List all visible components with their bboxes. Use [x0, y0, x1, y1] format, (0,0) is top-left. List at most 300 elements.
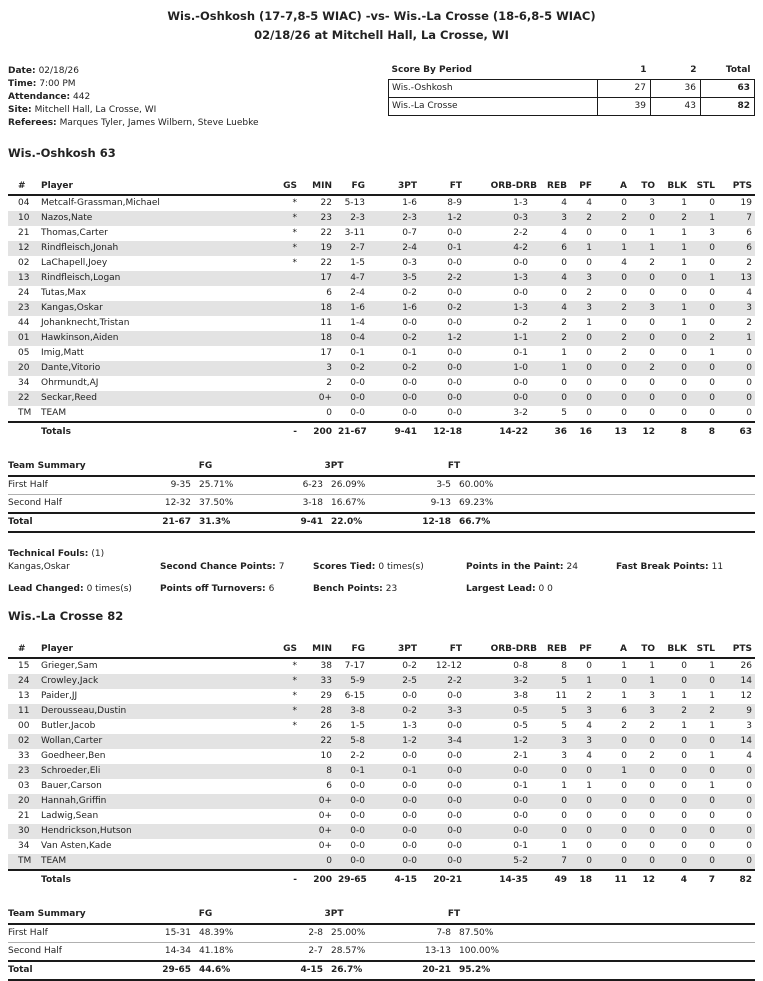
table-cell: 2-7 [263, 943, 323, 962]
table-cell: 6 [326, 288, 332, 298]
table-cell: 82 [701, 97, 755, 115]
table-cell: STL [690, 642, 718, 658]
table-cell: Van Asten,Kade [41, 841, 112, 851]
table-cell: Hawkinson,Aiden [41, 333, 119, 343]
table-cell: 37.50% [191, 495, 263, 514]
table-row [8, 734, 755, 749]
table-cell: 38 [320, 661, 332, 671]
table-cell: 2-4 [350, 288, 365, 298]
table-cell: 19 [320, 243, 332, 253]
team-summary-header [8, 458, 755, 476]
box-score-header [8, 642, 755, 658]
table-cell: 4 [561, 228, 567, 238]
table-cell: 12-32 [128, 495, 191, 514]
table-cell: Score By Period [391, 65, 472, 76]
table-cell: TO [630, 642, 658, 658]
table-cell: 20-21 [391, 961, 451, 980]
table-cell: * [292, 676, 297, 686]
table-cell: 0 [709, 288, 715, 298]
table-cell: 0-0 [513, 826, 528, 836]
table-cell: 0-2 [447, 303, 462, 313]
team-summary-label: Team Summary [8, 906, 128, 924]
table-cell: 0 [709, 408, 715, 418]
table-cell: TEAM [41, 856, 67, 866]
table-cell: 0 [709, 796, 715, 806]
table-cell: Player [38, 642, 270, 658]
page-title: Wis.-Oshkosh (17-7,8-5 WIAC) -vs- Wis.-La Crosse (18-6,8-5 WIAC) [167, 9, 596, 23]
table-cell: PTS [718, 179, 755, 195]
team-summary-total [8, 961, 755, 980]
table-cell: 0 [649, 408, 655, 418]
table-cell: 1 [681, 243, 687, 253]
table-cell: 15-31 [128, 924, 191, 943]
ft-header: FT [391, 906, 755, 924]
table-cell: 2-2 [447, 273, 462, 283]
table-cell [270, 779, 300, 794]
table-cell: 0-0 [513, 796, 528, 806]
table-cell: 22 [320, 198, 332, 208]
table-cell: 1 [649, 661, 655, 671]
table-cell: 1-5 [350, 258, 365, 268]
box-score-header [8, 179, 755, 195]
table-cell: 3-11 [344, 228, 365, 238]
table-cell: 15 [18, 661, 30, 671]
table-cell: 60.00% [451, 476, 755, 495]
table-cell: 4 [586, 751, 592, 761]
table-cell: 23 [320, 213, 332, 223]
table-cell: 29 [320, 691, 332, 701]
top-row [8, 65, 755, 130]
table-cell: 02 [18, 258, 30, 268]
table-row [8, 361, 755, 376]
table-cell: 1-6 [350, 303, 365, 313]
table-cell: 3-4 [447, 736, 462, 746]
table-cell: MIN [300, 642, 335, 658]
table-row [8, 476, 755, 495]
table-cell: 0 [746, 393, 752, 403]
table-cell: 1-6 [402, 303, 417, 313]
table-cell: 1 [681, 228, 687, 238]
table-cell: 0-0 [513, 258, 528, 268]
table-row [389, 65, 755, 79]
table-cell: 29-65 [128, 961, 191, 980]
table-cell: A [595, 642, 630, 658]
table-cell: 0 [621, 811, 627, 821]
table-cell: 2 [621, 348, 627, 358]
table-cell: 2 [586, 691, 592, 701]
table-cell: 0-1 [350, 348, 365, 358]
table-cell: 14-35 [465, 870, 540, 889]
table-cell: Total [725, 65, 751, 76]
table-cell: 0 [621, 288, 627, 298]
table-row [8, 376, 755, 391]
table-cell: 100.00% [451, 943, 755, 962]
table-cell: 0 [746, 796, 752, 806]
table-cell: 0-2 [402, 661, 417, 671]
table-row [8, 495, 755, 514]
table-cell: 2-8 [263, 924, 323, 943]
table-cell: 0 [681, 393, 687, 403]
table-cell: 0 [649, 378, 655, 388]
table-cell: 12 [740, 691, 752, 701]
table-cell: 0-1 [350, 766, 365, 776]
second-chance-points: Second Chance Points: 7 [160, 562, 285, 572]
table-cell: 2 [746, 318, 752, 328]
table-cell: Wollan,Carter [41, 736, 103, 746]
table-row [8, 271, 755, 286]
table-cell: 36 [540, 422, 570, 441]
table-cell: 2 [649, 751, 655, 761]
game-info-referees: Referees: Marques Tyler, James Wilbern, Steve Luebke [8, 118, 259, 128]
table-cell: 2 [326, 378, 332, 388]
table-cell: 5-2 [513, 856, 528, 866]
table-cell: 0 [681, 736, 687, 746]
table-cell: Ladwig,Sean [41, 811, 99, 821]
table-cell: * [292, 661, 297, 671]
table-cell: 0 [746, 781, 752, 791]
table-cell: PF [570, 179, 595, 195]
table-cell: Metcalf-Grassman,Michael [41, 198, 160, 208]
table-cell: 0-4 [350, 333, 365, 343]
table-cell: 4 [561, 273, 567, 283]
table-cell: 0 [586, 408, 592, 418]
table-cell [270, 406, 300, 422]
table-cell: 0 [586, 258, 592, 268]
table-cell: 0-0 [402, 393, 417, 403]
table-cell: 3-5 [391, 476, 451, 495]
table-cell: 0-0 [447, 393, 462, 403]
table-cell: 25.00% [323, 924, 391, 943]
table-cell: Player [38, 179, 270, 195]
table-cell: 0 [649, 736, 655, 746]
table-cell: 1 [709, 213, 715, 223]
table-cell: MIN [300, 179, 335, 195]
table-cell [270, 794, 300, 809]
table-cell: 0-0 [447, 348, 462, 358]
table-cell: 0 [649, 318, 655, 328]
table-row [8, 211, 755, 226]
table-row [8, 924, 755, 943]
table-cell: 0 [709, 378, 715, 388]
technical-fouls-player: Kangas,Oskar [8, 562, 70, 572]
table-cell: REB [540, 642, 570, 658]
game-stats-block [8, 548, 755, 596]
table-cell: 20 [18, 363, 30, 373]
table-cell: 2-2 [513, 228, 528, 238]
table-cell: 95.2% [451, 961, 755, 980]
table-cell: 1 [709, 781, 715, 791]
table-cell: 0-0 [447, 811, 462, 821]
table-cell: 8 [326, 766, 332, 776]
table-cell: TEAM [41, 408, 67, 418]
table-cell: 82 [718, 870, 755, 889]
table-cell: 3 [649, 198, 655, 208]
table-cell: 0 [681, 363, 687, 373]
table-cell: STL [690, 179, 718, 195]
table-cell: 2 [649, 721, 655, 731]
table-cell: 0-1 [402, 766, 417, 776]
table-cell: 2-4 [402, 243, 417, 253]
table-cell [270, 376, 300, 391]
table-cell: Tutas,Max [41, 288, 87, 298]
table-cell: 0-0 [447, 288, 462, 298]
table-cell: 0 [586, 363, 592, 373]
table-cell: 24 [18, 676, 30, 686]
table-cell: 0-1 [513, 781, 528, 791]
table-cell: 1 [621, 661, 627, 671]
table-cell: Derousseau,Dustin [41, 706, 127, 716]
table-row [8, 513, 755, 532]
table-cell: 1-2 [447, 333, 462, 343]
table-cell: 01 [18, 333, 30, 343]
table-cell: Butler,Jacob [41, 721, 96, 731]
table-cell: 3 [586, 706, 592, 716]
table-cell: 3-2 [513, 408, 528, 418]
table-cell: 36 [651, 79, 701, 97]
table-cell: 13-13 [391, 943, 451, 962]
table-cell [270, 764, 300, 779]
fg-header: FG [128, 458, 263, 476]
points-in-paint: Points in the Paint: 24 [466, 562, 578, 572]
table-cell: 30 [18, 826, 30, 836]
table-cell: BLK [658, 642, 690, 658]
table-cell: 0 [561, 826, 567, 836]
table-cell: 0-0 [447, 228, 462, 238]
table-cell: 6 [326, 781, 332, 791]
table-cell: 0 [681, 333, 687, 343]
table-cell: 1 [746, 333, 752, 343]
table-cell: 1 [621, 691, 627, 701]
table-cell: 0 [561, 378, 567, 388]
table-cell: 5 [561, 408, 567, 418]
table-cell: 0 [561, 393, 567, 403]
table-cell: 0 [681, 676, 687, 686]
table-cell: 1 [709, 348, 715, 358]
table-cell: 0-0 [350, 856, 365, 866]
table-cell: Total [8, 961, 128, 980]
table-cell: 26 [320, 721, 332, 731]
box-score-totals [8, 422, 755, 441]
table-cell: 23 [18, 303, 30, 313]
table-cell [270, 824, 300, 839]
table-row [8, 391, 755, 406]
table-cell: * [292, 213, 297, 223]
box-score-totals [8, 870, 755, 889]
table-cell: 03 [18, 781, 30, 791]
table-cell: 3-8 [513, 691, 528, 701]
table-cell: 1 [621, 243, 627, 253]
table-cell: 0 [326, 856, 332, 866]
table-cell: 0-0 [402, 811, 417, 821]
table-cell: 4-15 [368, 870, 420, 889]
table-cell: 0 [746, 348, 752, 358]
table-cell: 4 [746, 751, 752, 761]
table-cell: 12 [630, 870, 658, 889]
table-cell: 22 [320, 228, 332, 238]
table-cell: 3 [649, 706, 655, 716]
table-cell: 87.50% [451, 924, 755, 943]
table-cell: - [270, 422, 300, 441]
table-cell: 04 [18, 198, 30, 208]
table-row [8, 719, 755, 734]
table-cell: 0 [681, 841, 687, 851]
table-cell: 0-0 [447, 766, 462, 776]
table-cell: 9-41 [263, 513, 323, 532]
table-cell: 0 [586, 661, 592, 671]
table-cell: Wis.-La Crosse [389, 97, 598, 115]
table-cell: 11 [595, 870, 630, 889]
table-cell: 0 [586, 841, 592, 851]
table-cell: Second Half [8, 495, 128, 514]
table-cell: 0-2 [402, 288, 417, 298]
table-cell [270, 391, 300, 406]
team-heading-lacrosse: Wis.-La Crosse 82 [8, 609, 124, 623]
table-cell: 0-0 [513, 378, 528, 388]
table-cell: 0 [586, 228, 592, 238]
table-cell: 0 [681, 781, 687, 791]
table-cell: 0 [649, 796, 655, 806]
table-cell: 0-2 [513, 318, 528, 328]
table-cell: 0-0 [350, 841, 365, 851]
table-cell: 22 [320, 258, 332, 268]
table-cell: 1-3 [402, 721, 417, 731]
table-cell: 0 [561, 811, 567, 821]
table-row [8, 256, 755, 271]
team-summary-header [8, 906, 755, 924]
fast-break-points: Fast Break Points: 11 [616, 562, 724, 572]
table-cell: 9-35 [128, 476, 191, 495]
page-header [0, 0, 763, 45]
table-cell: 10 [320, 751, 332, 761]
table-cell: * [292, 228, 297, 238]
table-cell: * [292, 721, 297, 731]
table-cell: 0 [586, 348, 592, 358]
table-cell [270, 331, 300, 346]
team-heading-oshkosh: Wis.-Oshkosh 63 [8, 146, 116, 160]
table-cell: 3-2 [513, 676, 528, 686]
table-cell: 28.57% [323, 943, 391, 962]
table-row [8, 179, 755, 195]
table-cell: 5-8 [350, 736, 365, 746]
table-row [8, 906, 755, 924]
table-cell: 3 [649, 303, 655, 313]
table-cell: Totals [38, 870, 270, 889]
table-cell: 26.09% [323, 476, 391, 495]
table-cell: Hendrickson,Hutson [41, 826, 132, 836]
table-cell: 0-0 [402, 826, 417, 836]
table-cell: 0 [621, 796, 627, 806]
table-cell: 41.18% [191, 943, 263, 962]
table-cell: 0+ [318, 796, 332, 806]
table-cell: 0 [709, 856, 715, 866]
table-cell: 0 [586, 766, 592, 776]
team-summary-total [8, 513, 755, 532]
table-cell: 12-18 [420, 422, 465, 441]
table-cell: 5 [561, 676, 567, 686]
table-cell: 0-0 [402, 691, 417, 701]
game-info-time: Time: 7:00 PM [8, 79, 76, 89]
table-cell: 1 [649, 676, 655, 686]
table-cell: 3 [586, 303, 592, 313]
table-cell: Paider,JJ [41, 691, 78, 701]
table-cell: 20-21 [420, 870, 465, 889]
table-cell: 0 [709, 826, 715, 836]
table-cell: 0 [681, 273, 687, 283]
box-score-table-oshkosh [8, 179, 755, 441]
table-cell: Rindfleisch,Jonah [41, 243, 119, 253]
table-cell: 02 [18, 736, 30, 746]
table-cell: * [292, 706, 297, 716]
table-cell: 0 [681, 378, 687, 388]
table-cell: 22.0% [323, 513, 391, 532]
table-cell [270, 286, 300, 301]
table-cell: 0 [649, 856, 655, 866]
table-cell: 0 [649, 273, 655, 283]
table-cell: 11 [18, 706, 30, 716]
table-cell: 0 [621, 751, 627, 761]
table-cell: 0 [561, 796, 567, 806]
table-cell: 0-0 [513, 811, 528, 821]
stats-row-1 [8, 561, 755, 574]
table-cell: 1-1 [513, 333, 528, 343]
table-cell: 23 [18, 766, 30, 776]
table-cell: 17 [320, 273, 332, 283]
table-cell: 0 [709, 318, 715, 328]
table-cell: 0 [586, 856, 592, 866]
table-cell: 1 [709, 751, 715, 761]
table-row [8, 195, 755, 211]
table-cell: Total [8, 513, 128, 532]
table-cell: BLK [658, 179, 690, 195]
table-cell: 0-0 [402, 841, 417, 851]
table-cell: 0-0 [447, 796, 462, 806]
table-cell: 6-23 [263, 476, 323, 495]
table-cell: 48.39% [191, 924, 263, 943]
table-cell: A [595, 179, 630, 195]
table-row [8, 658, 755, 674]
table-cell: 18 [320, 333, 332, 343]
table-cell: 0 [746, 841, 752, 851]
table-cell: Thomas,Carter [41, 228, 108, 238]
score-by-period-table [388, 65, 755, 116]
score-by-period-header [389, 65, 755, 79]
table-cell [270, 316, 300, 331]
table-cell: 2 [690, 65, 697, 76]
table-cell: 1-4 [350, 318, 365, 328]
table-cell: 0 [681, 408, 687, 418]
table-cell: 44.6% [191, 961, 263, 980]
table-cell: 4 [586, 721, 592, 731]
table-cell: 13 [740, 273, 752, 283]
table-cell: 0-8 [513, 661, 528, 671]
table-cell: 1 [681, 258, 687, 268]
table-cell: 1 [586, 243, 592, 253]
table-cell: 0 [709, 258, 715, 268]
table-cell: 3-5 [402, 273, 417, 283]
table-cell: 6 [746, 228, 752, 238]
table-cell: ORB-DRB [465, 179, 540, 195]
table-cell: 0 [681, 826, 687, 836]
table-cell: 0-3 [513, 213, 528, 223]
table-cell: 0-0 [513, 288, 528, 298]
table-cell: 66.7% [451, 513, 755, 532]
table-cell: 0 [586, 378, 592, 388]
table-cell: 1 [586, 676, 592, 686]
table-cell: FT [420, 642, 465, 658]
table-cell: 1-6 [402, 198, 417, 208]
table-cell: 1 [709, 721, 715, 731]
table-cell: 1 [640, 65, 647, 76]
